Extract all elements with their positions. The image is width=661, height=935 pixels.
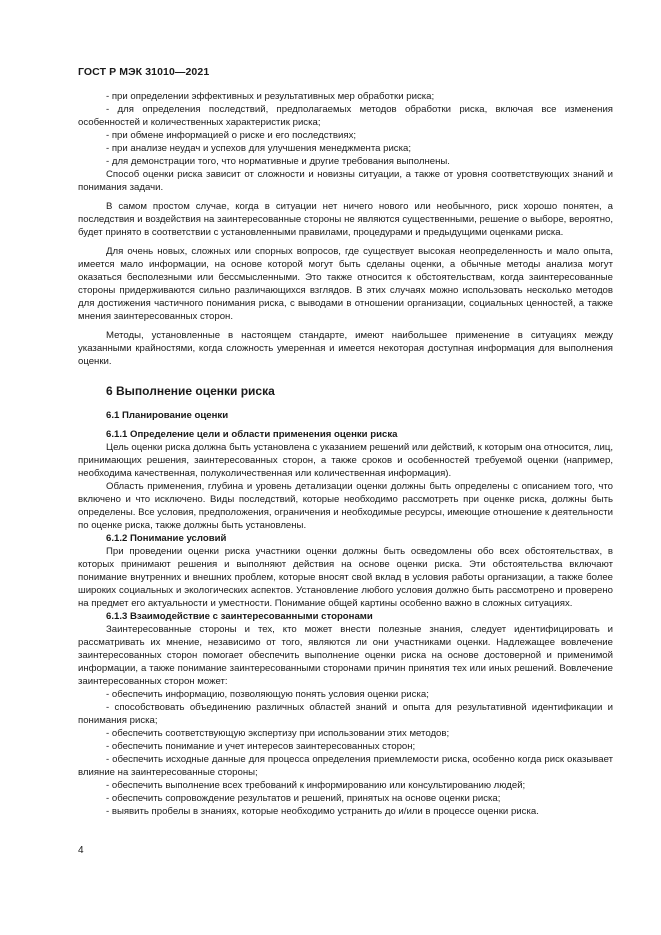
paragraph: В самом простом случае, когда в ситуации нет ничего нового или необычного, риск хорошо понятен, а последствия и воздействия на заинтересованные стороны не являются существенными, решение о выборе, вероятно, будет принято в соответствии с установленными правилами, процедурами и предыдущими оценками риска. (78, 201, 613, 238)
list-item: - обеспечить информацию, позволяющую понять условия оценки риска; (106, 689, 429, 700)
list-item: - обеспечить исходные данные для процесса определения приемлемости риска, особенно когда риск оказывает влияние на заинтересованные стороны; (78, 754, 613, 778)
paragraph: Цель оценки риска должна быть установлена с указанием решений или действий, к которым она относится, лиц, принимающих решения, заинтересованных сторон, а также сроков и особенностей требуемой оценки (например, необходима качественная, полуколичественная или количественная информация). (78, 442, 613, 479)
list-item: - при обмене информацией о риске и его последствиях; (106, 130, 357, 141)
list-item: - обеспечить понимание и учет интересов заинтересованных сторон; (106, 741, 416, 752)
subsection-heading: 6.1.3 Взаимодействие с заинтересованными сторонами (106, 611, 373, 622)
document-header: ГОСТ Р МЭК 31010—2021 (78, 66, 210, 78)
list-item: - для демонстрации того, что нормативные и другие требования выполнены. (106, 156, 450, 167)
page-body (78, 90, 613, 818)
list-item: - обеспечить сопровождение результатов и решений, принятых на основе оценки риска; (106, 793, 501, 804)
list-item: - обеспечить выполнение всех требований к информированию или консультированию людей; (106, 780, 526, 791)
subsection-heading: 6.1 Планирование оценки (106, 410, 229, 421)
paragraph: Область применения, глубина и уровень детализации оценки должны быть определены с описанием того, что включено и что исключено. Виды последствий, которые необходимо рассмотреть при оценке риска, должны быть определены. Все условия, предположения, ограничения и необходимые ресурсы, имеющие отношение к деятельности по оценке риска, также должны быть установлены. (78, 481, 613, 531)
page-number: 4 (78, 845, 84, 856)
paragraph: Для очень новых, сложных или спорных вопросов, где существует высокая неопределенность и мало опыта, имеется мало информации, на основе которой могут быть сделаны оценки, а обычные методы анализа могут оказаться бесполезными или бессмысленными. Это также относится к обстоятельствам, когда заинтересованные стороны придерживаются сильно различающихся взглядов. В этих случаях можно использовать несколько методов для достижения частичного понимания риска, с выводами в отношении организации, социальных ценностей, а также мнения заинтересованных сторон. (78, 246, 613, 322)
list-item: - при анализе неудач и успехов для улучшения менеджмента риска; (106, 143, 412, 154)
list-item: - при определении эффективных и результативных мер обработки риска; (106, 91, 435, 102)
list-item: - выявить пробелы в знаниях, которые необходимо устранить до и/или в процессе оценки риска. (106, 806, 539, 817)
list-item: - для определения последствий, предполагаемых методов обработки риска, включая все изменения особенностей и количественных характеристик риска; (78, 104, 613, 128)
paragraph: При проведении оценки риска участники оценки должны быть осведомлены обо всех обстоятельствах, в которых принимают решения и выполняют действия на основе оценки риска. Эти обстоятельства включают понимание внутренних и внешних проблем, которые вносят свой вклад в условия работы организации, а также более широких социальных и экологических аспектов. Установление любого условия должно быть рассмотрено и проверено на предмет его актуальности и уместности. Понимание общей картины особенно важно в сложных ситуациях. (78, 546, 613, 609)
paragraph: Заинтересованные стороны и тех, кто может внести полезные знания, следует идентифицировать и рассматривать их мнение, независимо от того, являются ли они участниками оценки. Надлежащее вовлечение заинтересованных сторон помогает обеспечить выполнение оценки риска на основе достоверной и применимой информации, а также понимание заинтересованными сторонами причин принятия тех или иных решений. Вовлечение заинтересованных сторон может: (78, 624, 613, 687)
section-heading: 6 Выполнение оценки риска (106, 384, 275, 398)
subsection-heading: 6.1.1 Определение цели и области применения оценки риска (106, 429, 398, 440)
list-item: - обеспечить соответствующую экспертизу при использовании этих методов; (106, 728, 450, 739)
list-item: - способствовать объединению различных областей знаний и опыта для результативной идентификации и понимания риска; (78, 702, 613, 726)
paragraph: Методы, установленные в настоящем стандарте, имеют наибольшее применение в ситуациях между указанными крайностями, когда сложность умеренная и имеется некоторая доступная информация для выполнения оценки. (78, 330, 613, 367)
subsection-heading: 6.1.2 Понимание условий (106, 533, 227, 544)
paragraph: Способ оценки риска зависит от сложности и новизны ситуации, а также от уровня соответствующих знаний и понимания задачи. (78, 169, 613, 193)
